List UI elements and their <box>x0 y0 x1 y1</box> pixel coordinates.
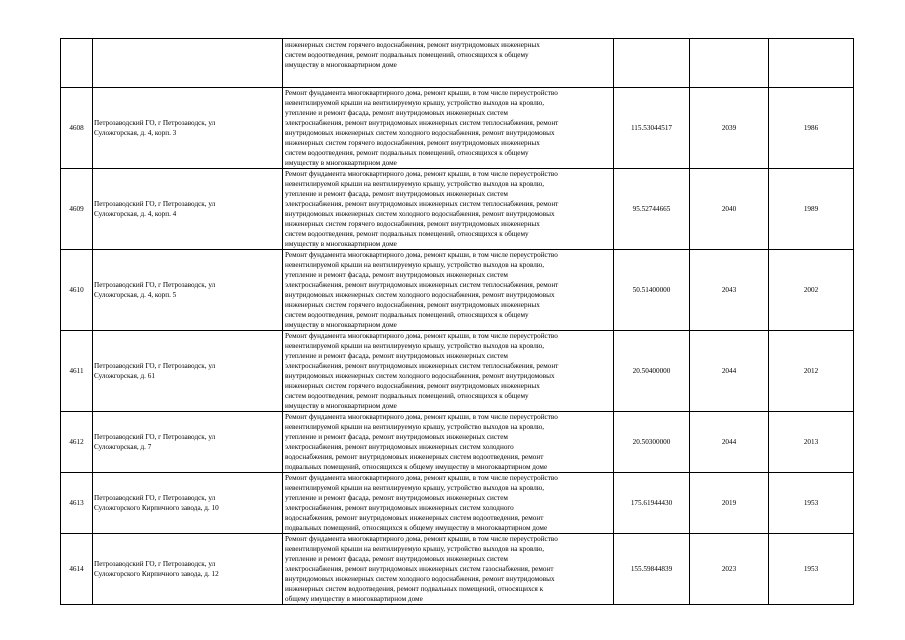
works-cell: Ремонт фундамента многоквартирного дома, ремонт крыши, в том числе переустройство невентилируемой крыши на вентилируемую крышу, устройство выходов на кровлю, утепление и ремонт фасада, ремонт внутридомовых инженерных систем электроснабжения, ремонт внутридомовых инженерных систем теплоснабжения, ремонт внутридомовых инженерных систем холодного водоснабжения, ремонт внутридомовых инженерных систем горячего водоснабжения, ремонт внутридомовых инженерных систем водоотведения, ремонт подвальных помещений, относящихся к общему имуществу в многоквартирном доме <box>283 331 614 412</box>
address-cell: Петрозаводский ГО, г Петрозаводск, ул Суложгорская, д. 7 <box>93 412 283 473</box>
row-number <box>61 39 93 88</box>
built-year-cell: 2002 <box>769 250 854 331</box>
row-number: 4613 <box>61 473 93 534</box>
works-cell: Ремонт фундамента многоквартирного дома, ремонт крыши, в том числе переустройство невентилируемой крыши на вентилируемую крышу, устройство выходов на кровлю, утепление и ремонт фасада, ремонт внутридомовых инженерных систем электроснабжения, ремонт внутридомовых инженерных систем теплоснабжения, ремонт внутридомовых инженерных систем холодного водоснабжения, ремонт внутридомовых инженерных систем горячего водоснабжения, ремонт внутридомовых инженерных систем водоотведения, ремонт подвальных помещений, относящихся к общему имуществу в многоквартирном доме <box>283 169 614 250</box>
row-number: 4608 <box>61 88 93 169</box>
planned-year-cell: 2043 <box>690 250 769 331</box>
planned-year-cell: 2019 <box>690 473 769 534</box>
row-number: 4614 <box>61 534 93 605</box>
built-year-cell: 1989 <box>769 169 854 250</box>
built-year-cell: 1953 <box>769 473 854 534</box>
works-cell: Ремонт фундамента многоквартирного дома, ремонт крыши, в том числе переустройство невентилируемой крыши на вентилируемую крышу, устройство выходов на кровлю, утепление и ремонт фасада, ремонт внутридомовых инженерных систем электроснабжения, ремонт внутридомовых инженерных систем газоснабжения, ремонт внутридомовых инженерных систем холодного водоснабжения, ремонт внутридомовых инженерных систем водоотведения, ремонт подвальных помещений, относящихся к общему имуществу в многоквартирном доме <box>283 534 614 605</box>
address-cell: Петрозаводский ГО, г Петрозаводск, ул Суложгорская, д. 4, корп. 5 <box>93 250 283 331</box>
cost-cell: 50.51400000 <box>614 250 690 331</box>
works-cell: Ремонт фундамента многоквартирного дома, ремонт крыши, в том числе переустройство невентилируемой крыши на вентилируемую крышу, устройство выходов на кровлю, утепление и ремонт фасада, ремонт внутридомовых инженерных систем электроснабжения, ремонт внутридомовых инженерных систем теплоснабжения, ремонт внутридомовых инженерных систем холодного водоснабжения, ремонт внутридомовых инженерных систем горячего водоснабжения, ремонт внутридомовых инженерных систем водоотведения, ремонт подвальных помещений, относящихся к общему имуществу в многоквартирном доме <box>283 250 614 331</box>
cost-cell: 20.50300000 <box>614 412 690 473</box>
table-row <box>61 39 854 88</box>
built-year-cell <box>769 39 854 88</box>
works-cell: Ремонт фундамента многоквартирного дома, ремонт крыши, в том числе переустройство невентилируемой крыши на вентилируемую крышу, устройство выходов на кровлю, утепление и ремонт фасада, ремонт внутридомовых инженерных систем электроснабжения, ремонт внутридомовых инженерных систем холодного водоснабжения, ремонт внутридомовых инженерных систем водоотведения, ремонт подвальных помещений, относящихся к общему имуществу в многоквартирном доме <box>283 473 614 534</box>
cost-cell: 95.52744665 <box>614 169 690 250</box>
table-row <box>61 88 854 169</box>
address-cell <box>93 39 283 88</box>
planned-year-cell <box>690 39 769 88</box>
capital-repair-table <box>60 38 854 605</box>
cost-cell: 175.61944430 <box>614 473 690 534</box>
table-row <box>61 169 854 250</box>
planned-year-cell: 2040 <box>690 169 769 250</box>
table-row <box>61 473 854 534</box>
built-year-cell: 1986 <box>769 88 854 169</box>
planned-year-cell: 2044 <box>690 412 769 473</box>
table-row <box>61 250 854 331</box>
built-year-cell: 2012 <box>769 331 854 412</box>
planned-year-cell: 2023 <box>690 534 769 605</box>
address-cell: Петрозаводский ГО, г Петрозаводск, ул Суложгорская, д. 4, корп. 4 <box>93 169 283 250</box>
table-row <box>61 331 854 412</box>
cost-cell: 20.50400000 <box>614 331 690 412</box>
table-row <box>61 534 854 605</box>
row-number: 4610 <box>61 250 93 331</box>
address-cell: Петрозаводский ГО, г Петрозаводск, ул Суложгорская, д. 61 <box>93 331 283 412</box>
row-number: 4611 <box>61 331 93 412</box>
address-cell: Петрозаводский ГО, г Петрозаводск, ул Суложгорского Кирпичного завода, д. 10 <box>93 473 283 534</box>
cost-cell <box>614 39 690 88</box>
works-cell: Ремонт фундамента многоквартирного дома, ремонт крыши, в том числе переустройство невентилируемой крыши на вентилируемую крышу, устройство выходов на кровлю, утепление и ремонт фасада, ремонт внутридомовых инженерных систем электроснабжения, ремонт внутридомовых инженерных систем теплоснабжения, ремонт внутридомовых инженерных систем холодного водоснабжения, ремонт внутридомовых инженерных систем горячего водоснабжения, ремонт внутридомовых инженерных систем водоотведения, ремонт подвальных помещений, относящихся к общему имуществу в многоквартирном доме <box>283 88 614 169</box>
built-year-cell: 1953 <box>769 534 854 605</box>
planned-year-cell: 2039 <box>690 88 769 169</box>
address-cell: Петрозаводский ГО, г Петрозаводск, ул Суложгорская, д. 4, корп. 3 <box>93 88 283 169</box>
cost-cell: 155.59844839 <box>614 534 690 605</box>
cost-cell: 115.53044517 <box>614 88 690 169</box>
built-year-cell: 2013 <box>769 412 854 473</box>
row-number: 4609 <box>61 169 93 250</box>
works-cell: Ремонт фундамента многоквартирного дома, ремонт крыши, в том числе переустройство невентилируемой крыши на вентилируемую крышу, устройство выходов на кровлю, утепление и ремонт фасада, ремонт внутридомовых инженерных систем электроснабжения, ремонт внутридомовых инженерных систем холодного водоснабжения, ремонт внутридомовых инженерных систем водоотведения, ремонт подвальных помещений, относящихся к общему имуществу в многоквартирном доме <box>283 412 614 473</box>
planned-year-cell: 2044 <box>690 331 769 412</box>
address-cell: Петрозаводский ГО, г Петрозаводск, ул Суложгорского Кирпичного завода, д. 12 <box>93 534 283 605</box>
row-number: 4612 <box>61 412 93 473</box>
works-cell: инженерных систем горячего водоснабжения, ремонт внутридомовых инженерных систем водоотведения, ремонт подвальных помещений, относящихся к общему имуществу в многоквартирном доме <box>283 39 614 88</box>
table-row <box>61 412 854 473</box>
